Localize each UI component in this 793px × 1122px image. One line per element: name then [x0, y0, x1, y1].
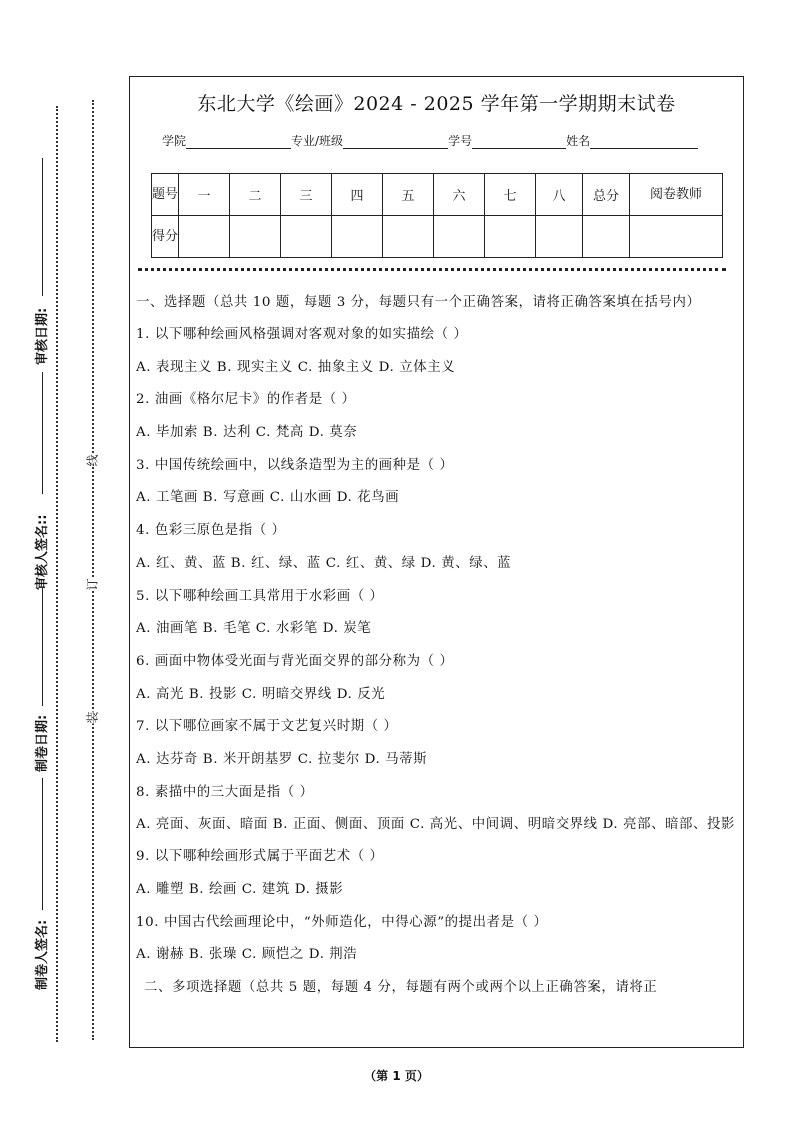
question-9 [136, 846, 740, 911]
student-id-label: 学号 [448, 134, 473, 148]
question-text: 1. 以下哪种绘画风格强调对客观对象的如实描绘（ ） [136, 327, 468, 342]
reviewer-sign-label: 审核人签名:: [35, 514, 50, 590]
score-cell-3[interactable] [281, 216, 332, 258]
col-6: 六 [434, 174, 485, 216]
question-text: 2. 油画《格尔尼卡》的作者是（ ） [136, 392, 356, 408]
page-number: （第 1 页） [364, 1069, 429, 1083]
row-label-score: 得分 [152, 216, 179, 258]
col-grader: 阅卷教师 [630, 174, 723, 216]
answer-options: A. 表现主义 B. 现实主义 C. 抽象主义 D. 立体主义 [136, 359, 456, 375]
answer-options: A. 红、黄、蓝 B. 红、绿、蓝 C. 红、黄、绿 D. 黄、绿、蓝 [136, 555, 512, 571]
answer-options: A. 毕加索 B. 达利 C. 梵高 D. 莫奈 [136, 425, 358, 441]
question-text: 9. 以下哪种绘画形式属于平面艺术（ ） [136, 849, 384, 865]
row-label-number: 题号 [152, 174, 179, 216]
bind-mark-line: 线 [82, 454, 103, 466]
score-cell-8[interactable] [536, 216, 583, 258]
name-label: 姓名 [566, 134, 591, 148]
question-5 [136, 586, 740, 651]
score-cell-5[interactable] [383, 216, 434, 258]
col-4: 四 [332, 174, 383, 216]
question-10 [136, 912, 740, 977]
score-cell-7[interactable] [485, 216, 536, 258]
question-text: 6. 画面中物体受光面与背光面交界的部分称为（ ） [136, 653, 454, 669]
question-text: 8. 素描中的三大面是指（ ） [136, 784, 314, 800]
col-8: 八 [536, 174, 583, 216]
college-label: 学院 [162, 134, 187, 148]
major-label: 专业/班级 [291, 134, 344, 148]
score-table-header-row [152, 174, 723, 216]
cut-line-outer [56, 106, 58, 1042]
question-text: 10. 中国古代绘画理论中，“外师造化，中得心源”的提出者是（ ） [136, 914, 548, 930]
exam-body [136, 292, 740, 1010]
major-field[interactable] [343, 136, 448, 149]
student-info-line [162, 132, 698, 149]
review-date-label: 审核日期: [35, 307, 50, 365]
answer-options: A. 达芬奇 B. 米开朗基罗 C. 拉斐尔 D. 马蒂斯 [136, 751, 428, 767]
question-4 [136, 520, 740, 585]
col-2: 二 [230, 174, 281, 216]
col-5: 五 [383, 174, 434, 216]
bind-mark-install: 装 [82, 711, 103, 723]
question-text: 5. 以下哪种绘画工具常用于水彩画（ ） [136, 588, 384, 604]
make-date-label: 制卷日期: [35, 714, 50, 772]
col-1: 一 [179, 174, 230, 216]
score-table [151, 173, 723, 258]
answer-options: A. 亮面、灰面、暗面 B. 正面、侧面、顶面 C. 高光、中间调、明暗交界线 D. 亮部、暗部、投影 [136, 817, 736, 833]
bind-mark-order: 订 [82, 578, 103, 590]
question-3 [136, 455, 740, 520]
make-date-line [42, 588, 43, 706]
question-7 [136, 716, 740, 781]
score-cell-total[interactable] [583, 216, 630, 258]
answer-options: A. 雕塑 B. 绘画 C. 建筑 D. 摄影 [136, 882, 344, 897]
score-cell-4[interactable] [332, 216, 383, 258]
binding-sidebar [0, 0, 128, 1122]
question-6 [136, 651, 740, 716]
score-cell-grader[interactable] [630, 216, 723, 258]
cut-line-inner [92, 100, 94, 1040]
question-8 [136, 782, 740, 836]
exam-paper [129, 76, 744, 1048]
col-7: 七 [485, 174, 536, 216]
review-date-line [42, 158, 43, 296]
exam-title: 东北大学《绘画》2024 - 2025 学年第一学期期末试卷 [197, 93, 676, 115]
col-total: 总分 [583, 174, 630, 216]
answer-options: A. 工笔画 B. 写意画 C. 山水画 D. 花鸟画 [136, 490, 400, 506]
score-cell-6[interactable] [434, 216, 485, 258]
student-id-field[interactable] [472, 136, 566, 149]
question-1 [136, 324, 740, 389]
question-text: 3. 中国传统绘画中，以线条造型为主的画种是（ ） [136, 457, 454, 473]
name-field[interactable] [590, 136, 698, 149]
maker-sign-label: 制卷人签名: [35, 919, 50, 990]
question-text: 4. 色彩三原色是指（ ） [136, 523, 286, 539]
score-cell-1[interactable] [179, 216, 230, 258]
header-separator [138, 268, 726, 271]
college-field[interactable] [186, 136, 291, 149]
answer-options: A. 油画笔 B. 毛笔 C. 水彩笔 D. 炭笔 [136, 621, 372, 637]
col-3: 三 [281, 174, 332, 216]
question-text: 7. 以下哪位画家不属于文艺复兴时期（ ） [136, 719, 398, 735]
score-table-score-row [152, 216, 723, 258]
question-2 [136, 389, 740, 454]
score-cell-2[interactable] [230, 216, 281, 258]
maker-sign-line [42, 778, 43, 910]
reviewer-sign-line [42, 372, 43, 494]
section1-heading: 一、选择题（总共 10 题，每题 3 分，每题只有一个正确答案，请将正确答案填在括号内） [136, 295, 701, 310]
section2-heading: 二、多项选择题（总共 5 题，每题 4 分，每题有两个或两个以上正确答案，请将正 [144, 980, 658, 996]
answer-options: A. 高光 B. 投影 C. 明暗交界线 D. 反光 [136, 686, 386, 702]
answer-options: A. 谢赫 B. 张璪 C. 顾恺之 D. 荆浩 [136, 947, 358, 963]
